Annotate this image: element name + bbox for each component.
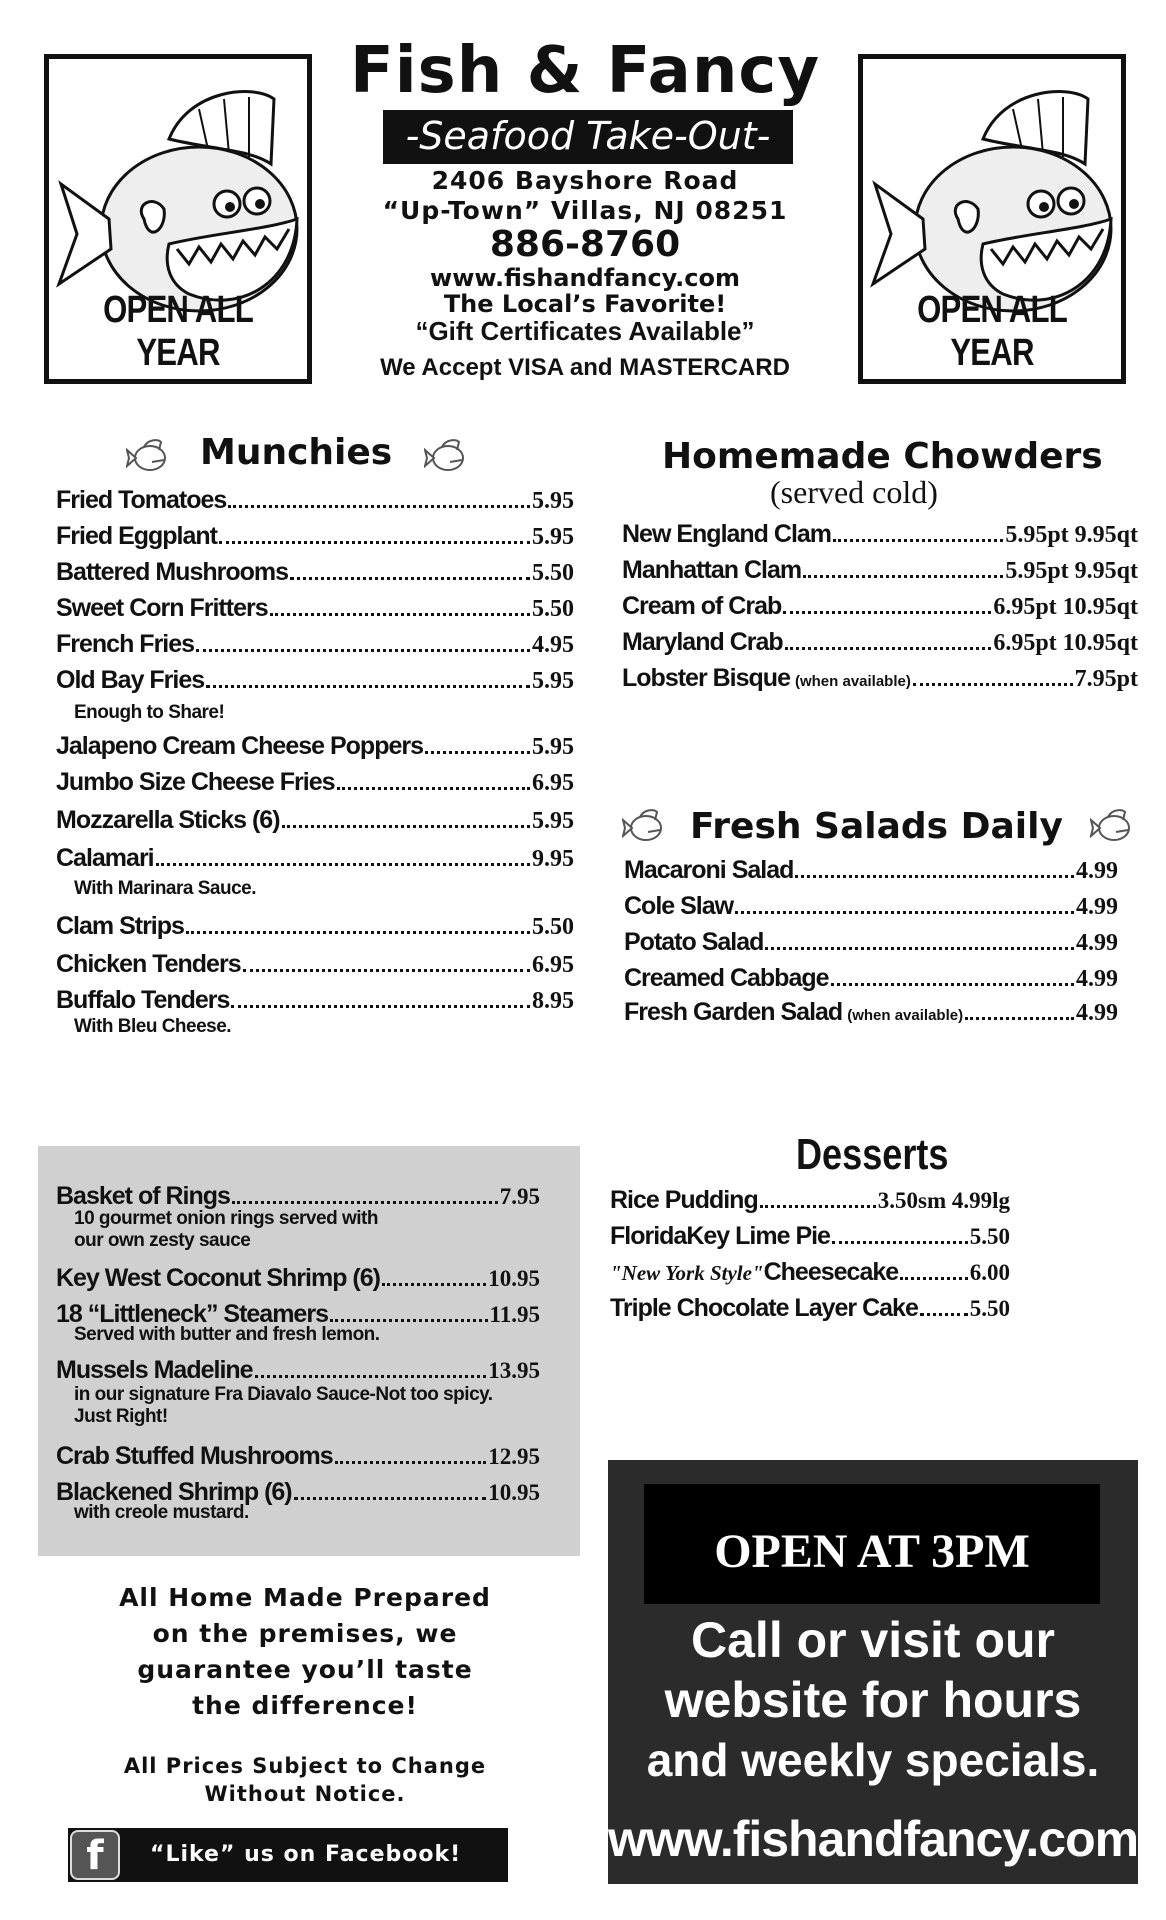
menu-item-name: Key West Coconut Shrimp (6) [56,1264,380,1292]
leader-dots [965,1017,1074,1020]
price-disclaimer [60,1752,550,1808]
menu-item-price: 8.95 [532,988,574,1014]
desserts-heading: Desserts [796,1130,949,1179]
menu-item-row [56,806,574,835]
menu-item-price: 4.99 [1076,966,1118,992]
menu-item-name: Creamed Cabbage [624,964,829,992]
open-all-year-label-right: OPEN ALL YEAR [917,289,1067,374]
menu-item-note: With Marinara Sauce. [74,878,256,899]
menu-item-row [56,558,574,587]
menu-item-row [56,844,574,873]
menu-item-name: Fried Tomatoes [56,486,227,514]
leader-dots [186,931,530,934]
menu-item-prefix: "New York Style" [610,1261,764,1285]
menu-item-row [624,892,1118,921]
menu-item-qualifier: (when available) [847,1007,964,1024]
menu-item-name: Maryland Crab [622,628,783,656]
promo-line: website for hours [664,1672,1082,1728]
menu-item-name: Triple Chocolate Layer Cake [610,1294,918,1322]
menu-item-price: 6.95 [532,952,574,978]
menu-item-note: Just Right! [74,1406,168,1427]
leader-dots [156,863,530,866]
menu-item-name: Blackened Shrimp (6) [56,1478,292,1506]
menu-item-price: 5.50 [532,596,574,622]
leader-dots [832,1241,968,1244]
menu-item-price: 5.95 [532,808,574,834]
menu-item-row [610,1222,1010,1251]
menu-item-price: 5.50 [532,914,574,940]
menu-item-row [622,628,1138,657]
leader-dots [255,1375,487,1378]
menu-item-price: 9.95 [532,846,574,872]
menu-item-row [624,928,1118,957]
menu-item-row [610,1186,1010,1215]
promo-line: and weekly specials. [646,1734,1100,1786]
menu-item-row [56,912,574,941]
facebook-text: “Like” us on Facebook! [150,1842,462,1867]
footer-website-link[interactable]: www.fishandfancy.com [608,1811,1139,1867]
menu-item-name: Calamari [56,844,154,872]
leader-dots [765,947,1074,950]
menu-item-row [56,986,574,1015]
menu-item-note: Served with butter and fresh lemon. [74,1324,380,1345]
menu-item-name: Fresh Garden Salad [624,998,843,1026]
menu-item-name: Rice Pudding [610,1186,758,1214]
chowders-heading: Homemade Chowders [662,436,1103,477]
menu-item-row [56,486,574,515]
menu-item-name: Manhattan Clam [622,556,802,584]
menu-item-name: Fried Eggplant [56,522,217,550]
right-fish-badge [858,54,1126,384]
menu-item-price: 6.95pt 10.95qt [993,594,1138,620]
phone-number[interactable]: 886-8760 [489,224,681,265]
small-fish-icon [424,436,468,476]
menu-item-name: Mussels Madeline [56,1356,253,1384]
leader-dots [270,613,530,616]
disclaimer-line: Without Notice. [204,1782,406,1806]
menu-item-row [56,1264,540,1293]
menu-item-price: 5.95 [532,668,574,694]
menu-item-price: 5.50 [969,1296,1010,1321]
leader-dots [783,611,991,614]
left-fish-badge [44,54,312,384]
homemade-line: on the premises, we [152,1619,458,1648]
menu-item-price: 4.99 [1076,858,1118,884]
menu-item-name: French Fries [56,630,195,658]
menu-item-row [622,664,1138,693]
menu-item-note: Enough to Share! [74,702,225,723]
tagline: -Seafood Take-Out- [383,110,793,164]
menu-item-row [56,1182,540,1211]
menu-item-note: our own zesty sauce [74,1230,251,1251]
menu-item-name: Buffalo Tenders [56,986,230,1014]
promo-text [608,1610,1138,1790]
menu-item-price: 5.95 [532,524,574,550]
restaurant-title: Fish & Fancy [349,34,821,108]
menu-item-row [622,592,1138,621]
leader-dots [290,577,530,580]
leader-dots [382,1283,486,1286]
menu-item-price: 5.95pt 9.95qt [1005,522,1138,548]
menu-item-price: 6.00 [969,1260,1010,1285]
leader-dots [196,649,530,652]
menu-item-name: Jalapeno Cream Cheese Poppers [56,732,423,760]
address-line-2: “Up-Town” Villas, NJ 08251 [382,196,788,225]
leader-dots [795,875,1074,878]
menu-item-name: Chicken Tenders [56,950,241,978]
menu-item-name: Mozzarella Sticks (6) [56,806,280,834]
homemade-line: the difference! [192,1691,418,1720]
open-at-banner [644,1484,1100,1604]
menu-item-row [56,1442,540,1471]
homemade-line: guarantee you’ll taste [137,1655,473,1684]
disclaimer-line: All Prices Subject to Change [123,1754,487,1778]
leader-dots [785,647,992,650]
menu-item-price: 10.95 [488,1480,540,1505]
menu-item-note: in our signature Fra Diavalo Sauce-Not too spicy. [74,1384,493,1405]
small-fish-icon [126,436,170,476]
address-line-1: 2406 Bayshore Road [431,166,739,195]
leader-dots [900,1277,968,1280]
menu-item-row [56,594,574,623]
menu-item-row [56,1356,540,1385]
menu-item-name: Old Bay Fries [56,666,205,694]
open-at-text: OPEN AT 3PM [714,1525,1030,1578]
hours-info-box [608,1460,1138,1884]
leader-dots [913,683,1073,686]
munchies-heading: Munchies [200,432,393,473]
facebook-icon: f [70,1830,120,1880]
leader-dots [232,1201,498,1204]
menu-item-note: 10 gourmet onion rings served with [74,1208,378,1229]
menu-item-row [56,950,574,979]
leader-dots [831,983,1074,986]
menu-item-name: Macaroni Salad [624,856,794,884]
leader-dots [920,1313,968,1316]
menu-item-price: 13.95 [488,1358,540,1383]
menu-item-name: 18 “Littleneck” Steamers [56,1300,328,1328]
menu-item-note: With Bleu Cheese. [74,1016,232,1037]
menu-item-price: 7.95pt [1074,666,1138,692]
menu-item-price: 7.95 [499,1184,540,1209]
homemade-statement [60,1580,550,1724]
menu-item-price: 12.95 [488,1444,540,1469]
menu-item-price: 6.95 [532,770,574,796]
menu-item-price: 5.95pt 9.95qt [1005,558,1138,584]
website-link[interactable]: www.fishandfancy.com [430,264,740,292]
menu-item-name: Battered Mushrooms [56,558,289,586]
leader-dots [833,539,1003,542]
menu-item-price: 4.99 [1076,930,1118,956]
menu-item-row [622,556,1138,585]
menu-item-row [56,768,574,797]
leader-dots [206,685,530,688]
leader-dots [803,575,1003,578]
menu-item-row [610,1294,1010,1323]
leader-dots [735,911,1074,914]
leader-dots [219,541,530,544]
homemade-line: All Home Made Prepared [119,1583,491,1612]
accepted-cards: We Accept VISA and MASTERCARD [380,354,790,381]
small-fish-icon [1090,806,1134,846]
menu-item-row [624,856,1118,885]
menu-item-row [624,964,1118,993]
menu-item-price: 11.95 [489,1302,540,1327]
salads-heading: Fresh Salads Daily [690,806,1063,847]
menu-item-name: Crab Stuffed Mushrooms [56,1442,333,1470]
menu-item-price: 4.99 [1076,1000,1118,1026]
menu-item-price: 5.95 [532,488,574,514]
leader-dots [228,505,530,508]
menu-item-note: with creole mustard. [74,1502,249,1523]
locals-favorite: The Local’s Favorite! [443,290,727,318]
menu-item-price: 3.50sm 4.99lg [877,1188,1010,1213]
menu-item-name: Lobster Bisque [622,664,790,692]
promo-line: Call or visit our [691,1612,1055,1668]
menu-item-row [56,732,574,761]
menu-item-price: 4.95 [532,632,574,658]
leader-dots [335,1461,487,1464]
leader-dots [330,1319,488,1322]
menu-item-name: Cole Slaw [624,892,734,920]
leader-dots [294,1497,487,1500]
menu-item-row [56,630,574,659]
menu-item-qualifier: (when available) [794,673,911,690]
menu-item-row [56,522,574,551]
menu-item-name: Jumbo Size Cheese Fries [56,768,335,796]
menu-item-row [610,1258,1010,1287]
menu-item-name: Cream of Crab [622,592,782,620]
menu-item-row [622,520,1138,549]
small-fish-icon [622,806,666,846]
leader-dots [243,969,530,972]
leader-dots [231,1005,530,1008]
menu-item-name: New England Clam [622,520,832,548]
open-all-year-label-left: OPEN ALL YEAR [103,289,253,374]
gift-certificates: “Gift Certificates Available” [415,316,755,346]
chowders-subtitle: (served cold) [770,474,938,510]
menu-item-name: Sweet Corn Fritters [56,594,268,622]
leader-dots [425,751,530,754]
menu-item-price: 5.50 [532,560,574,586]
leader-dots [760,1205,876,1208]
leader-dots [282,825,530,828]
leader-dots [337,787,530,790]
facebook-banner[interactable] [68,1828,508,1882]
menu-item-name: Basket of Rings [56,1182,230,1210]
menu-item-price: 5.50 [969,1224,1010,1249]
menu-item-price: 5.95 [532,734,574,760]
menu-item-price: 10.95 [488,1266,540,1291]
menu-item-price: 4.99 [1076,894,1118,920]
menu-item-name: Clam Strips [56,912,184,940]
menu-item-row [56,666,574,695]
menu-item-price: 6.95pt 10.95qt [993,630,1138,656]
menu-item-name: Cheesecake [763,1258,899,1286]
menu-item-row [624,998,1118,1027]
menu-item-name: FloridaKey Lime Pie [610,1222,830,1250]
menu-item-name: Potato Salad [624,928,764,956]
